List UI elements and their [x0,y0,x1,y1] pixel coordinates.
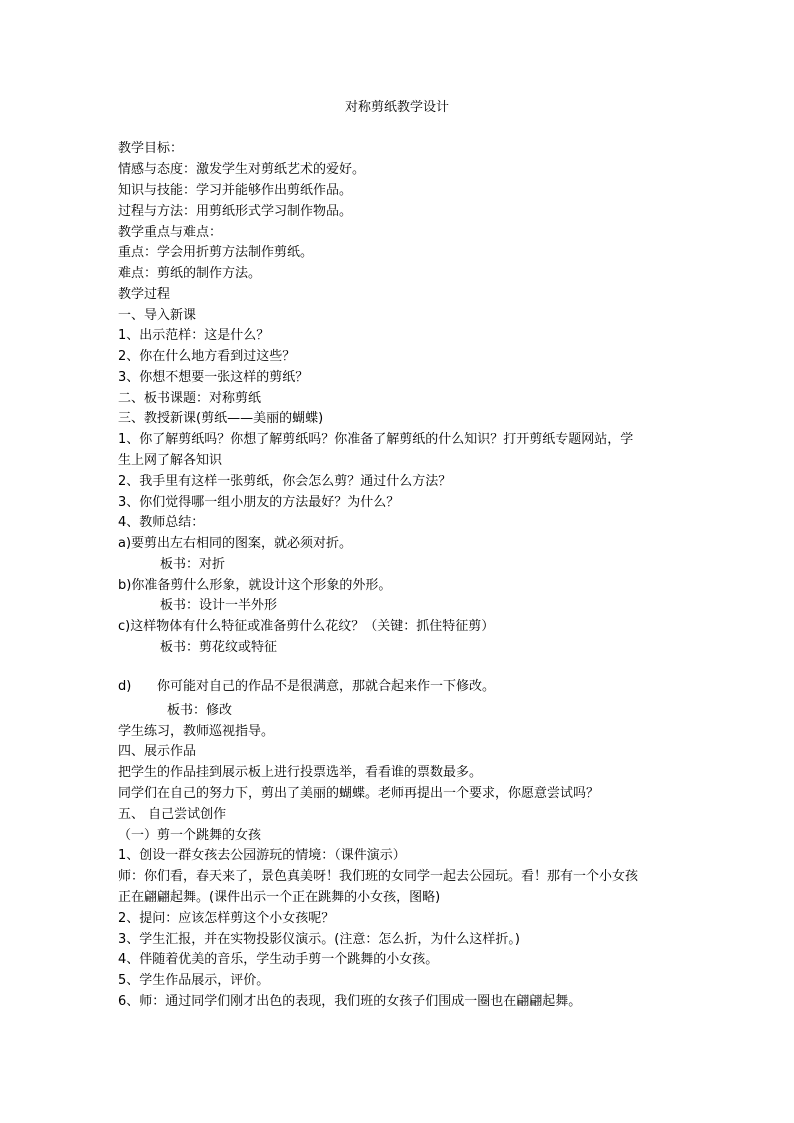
text-line: 1、你了解剪纸吗？你想了解剪纸吗？你准备了解剪纸的什么知识？打开剪纸专题网站，学 [118,432,634,447]
text-line: 生上网了解各知识 [118,453,223,468]
text-line: 2、提问：应该怎样剪这个小女孩呢？ [118,911,335,926]
text-line: 把学生的作品挂到展示板上进行投票选举，看看谁的票数最多。 [118,765,483,780]
board-note: 板书：修改 [167,703,233,718]
text-line: 正在翩翩起舞。(课件出示一个正在跳舞的小女孩，图略) [118,890,441,905]
text-line: 5、学生作品展示，评价。 [118,973,270,988]
text-line: 过程与方法：用剪纸形式学习制作物品。 [118,204,353,219]
text-line: 3、你们觉得哪一组小朋友的方法最好？为什么？ [118,495,400,510]
board-note: 板书：剪花纹或特征 [160,640,278,655]
text-line: a)要剪出左右相同的图案，就必须对折。 [118,536,353,551]
document-title: 对称剪纸教学设计 [344,100,449,115]
board-note: 板书：对折 [160,557,226,572]
text-line: 2、我手里有这样一张剪纸，你会怎么剪？通过什么方法？ [118,474,452,489]
text-line: 三、教授新课(剪纸——美丽的蝴蝶) [118,411,324,426]
text-line: 2、你在什么地方看到过这些？ [118,349,296,364]
text-line: 3、学生汇报，并在实物投影仪演示。(注意：怎么折，为什么这样折。) [118,932,520,947]
text-line: 1、出示范样：这是什么？ [118,328,270,343]
text-line: 4、教师总结： [118,515,205,530]
text-line: 一、导入新课 [118,308,197,323]
text-line: 师：你们看，春天来了，景色真美呀！我们班的女同学一起去公园玩。看！那有一个小女孩 [118,869,639,884]
text-line: b)你准备剪什么形象，就设计这个形象的外形。 [118,578,392,593]
text-line: 6、师：通过同学们刚才出色的表现，我们班的女孩子们围成一圈也在翩翩起舞。 [118,994,582,1009]
text-line: 教学过程 [118,287,171,302]
text-line: 1、创设一群女孩去公园游玩的情境：（课件演示） [118,848,406,863]
text-line: 五、 自己尝试创作 [118,807,227,822]
text-line: （一）剪一个跳舞的女孩 [118,828,262,843]
text-line: 同学们在自己的努力下，剪出了美丽的蝴蝶。老师再提出一个要求，你愿意尝试吗？ [118,786,600,801]
text-line: 二、板书课题：对称剪纸 [118,391,262,406]
text-line: 你可能对自己的作品不是很满意，那就合起来作一下修改。 [157,679,496,694]
text-line: 教学重点与难点： [118,225,223,240]
text-line: 3、你想不想要一张这样的剪纸？ [118,370,309,385]
text-line: 教学目标： [118,141,184,156]
text-line: 4、伴随着优美的音乐，学生动手剪一个跳舞的小女孩。 [118,952,439,967]
text-line: 难点：剪纸的制作方法。 [118,266,262,281]
text-line: 学生练习，教师巡视指导。 [118,724,275,739]
text-line: 四、展示作品 [118,744,197,759]
text-line: c)这样物体有什么特征或准备剪什么花纹？（关键：抓住特征剪） [118,619,495,634]
board-note: 板书：设计一半外形 [160,598,278,613]
list-marker-d: d) [118,679,132,694]
text-line: 重点：学会用折剪方法制作剪纸。 [118,245,314,260]
text-line: 情感与态度：激发学生对剪纸艺术的爱好。 [118,162,366,177]
text-line: 知识与技能：学习并能够作出剪纸作品。 [118,183,353,198]
